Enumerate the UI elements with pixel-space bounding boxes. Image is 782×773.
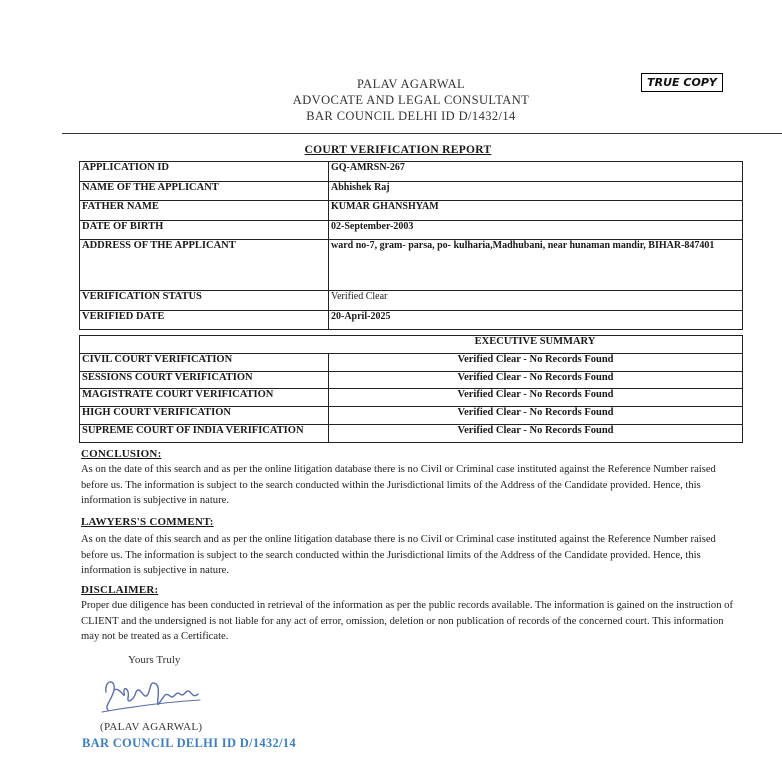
row-label: SUPREME COURT OF INDIA VERIFICATION bbox=[80, 424, 329, 442]
dob-value: 02-September-2003 bbox=[329, 220, 743, 240]
closing-salutation: Yours Truly bbox=[128, 654, 181, 666]
row-label: APPLICATION ID bbox=[80, 162, 329, 182]
table-row bbox=[80, 240, 743, 291]
row-result: Verified Clear - No Records Found bbox=[329, 424, 743, 442]
table-row bbox=[80, 181, 743, 201]
row-label: CIVIL COURT VERIFICATION bbox=[80, 353, 329, 371]
verified-date-value: 20-April-2025 bbox=[329, 310, 743, 330]
address-value: ward no-7, gram- parsa, po- kulharia,Madhubani, near hunaman mandir, BIHAR-847401 bbox=[329, 240, 743, 291]
advocate-title: ADVOCATE AND LEGAL CONSULTANT bbox=[292, 93, 530, 107]
table-row bbox=[80, 407, 743, 425]
report-title-text: COURT VERIFICATION REPORT bbox=[304, 144, 492, 156]
row-label: DATE OF BIRTH bbox=[80, 220, 329, 240]
true-copy-stamp: TRUE COPY bbox=[641, 73, 723, 92]
table-row bbox=[80, 310, 743, 330]
application-id-value: GQ-AMRSN-267 bbox=[329, 162, 743, 182]
table-row bbox=[80, 220, 743, 240]
row-label: HIGH COURT VERIFICATION bbox=[80, 407, 329, 425]
father-name-value: KUMAR GHANSHYAM bbox=[329, 201, 743, 221]
table-row bbox=[80, 389, 743, 407]
table-row bbox=[80, 291, 743, 311]
row-result: Verified Clear - No Records Found bbox=[329, 371, 743, 389]
lawyers-comment-heading: LAWYERS'S COMMENT: bbox=[81, 516, 214, 528]
verification-status-value: Verified Clear bbox=[329, 291, 743, 311]
row-label: NAME OF THE APPLICANT bbox=[80, 181, 329, 201]
report-title bbox=[0, 140, 782, 158]
table-row bbox=[80, 353, 743, 371]
disclaimer-heading: DISCLAIMER: bbox=[81, 584, 159, 596]
advocate-name: PALAV AGARWAL bbox=[356, 77, 466, 91]
header-divider bbox=[62, 133, 782, 134]
table-row bbox=[80, 162, 743, 182]
conclusion-heading: CONCLUSION: bbox=[81, 448, 162, 460]
table-header-row bbox=[80, 336, 743, 354]
executive-summary-table bbox=[79, 335, 743, 443]
signatory-name: (PALAV AGARWAL) bbox=[100, 721, 203, 733]
lawyers-comment-text: As on the date of this search and as per the online litigation database there is no Civil or Criminal case instituted against the Reference Number raised before us. The information is subject to the search conducted within the Jurisdictional limits of the Address of the Candidate provided. Hence, this information is subjective in nature. bbox=[81, 534, 716, 577]
executive-summary-heading: EXECUTIVE SUMMARY bbox=[80, 336, 743, 354]
row-result: Verified Clear - No Records Found bbox=[329, 353, 743, 371]
row-result: Verified Clear - No Records Found bbox=[329, 407, 743, 425]
signatory-council-id: BAR COUNCIL DELHI ID D/1432/14 bbox=[82, 736, 296, 750]
table-row bbox=[80, 424, 743, 442]
applicant-details-table bbox=[79, 161, 743, 330]
row-label: VERIFIED DATE bbox=[80, 310, 329, 330]
applicant-name-value: Abhishek Raj bbox=[329, 181, 743, 201]
advocate-council-id: BAR COUNCIL DELHI ID D/1432/14 bbox=[306, 109, 516, 123]
table-row bbox=[80, 371, 743, 389]
conclusion-text: As on the date of this search and as per the online litigation database there is no Civil or Criminal case instituted against the Reference Number raised before us. The information is subject to the search conducted within the Jurisdictional limits of the Address of the Candidate provided. Hence, this information is subjective in nature. bbox=[81, 464, 716, 507]
row-label: FATHER NAME bbox=[80, 201, 329, 221]
row-result: Verified Clear - No Records Found bbox=[329, 389, 743, 407]
row-label: VERIFICATION STATUS bbox=[80, 291, 329, 311]
row-label: SESSIONS COURT VERIFICATION bbox=[80, 371, 329, 389]
disclaimer-text: Proper due diligence has been conducted in retrieval of the information as per the public records available. The information is gained on the instruction of CLIENT and the undersigned is not liable for any act of error, omission, deletion or non publication of records of the concerned court. This information may not be treated as a Certificate. bbox=[81, 600, 733, 643]
handwritten-signature bbox=[96, 672, 206, 716]
row-label: ADDRESS OF THE APPLICANT bbox=[80, 240, 329, 291]
row-label: MAGISTRATE COURT VERIFICATION bbox=[80, 389, 329, 407]
table-row bbox=[80, 201, 743, 221]
